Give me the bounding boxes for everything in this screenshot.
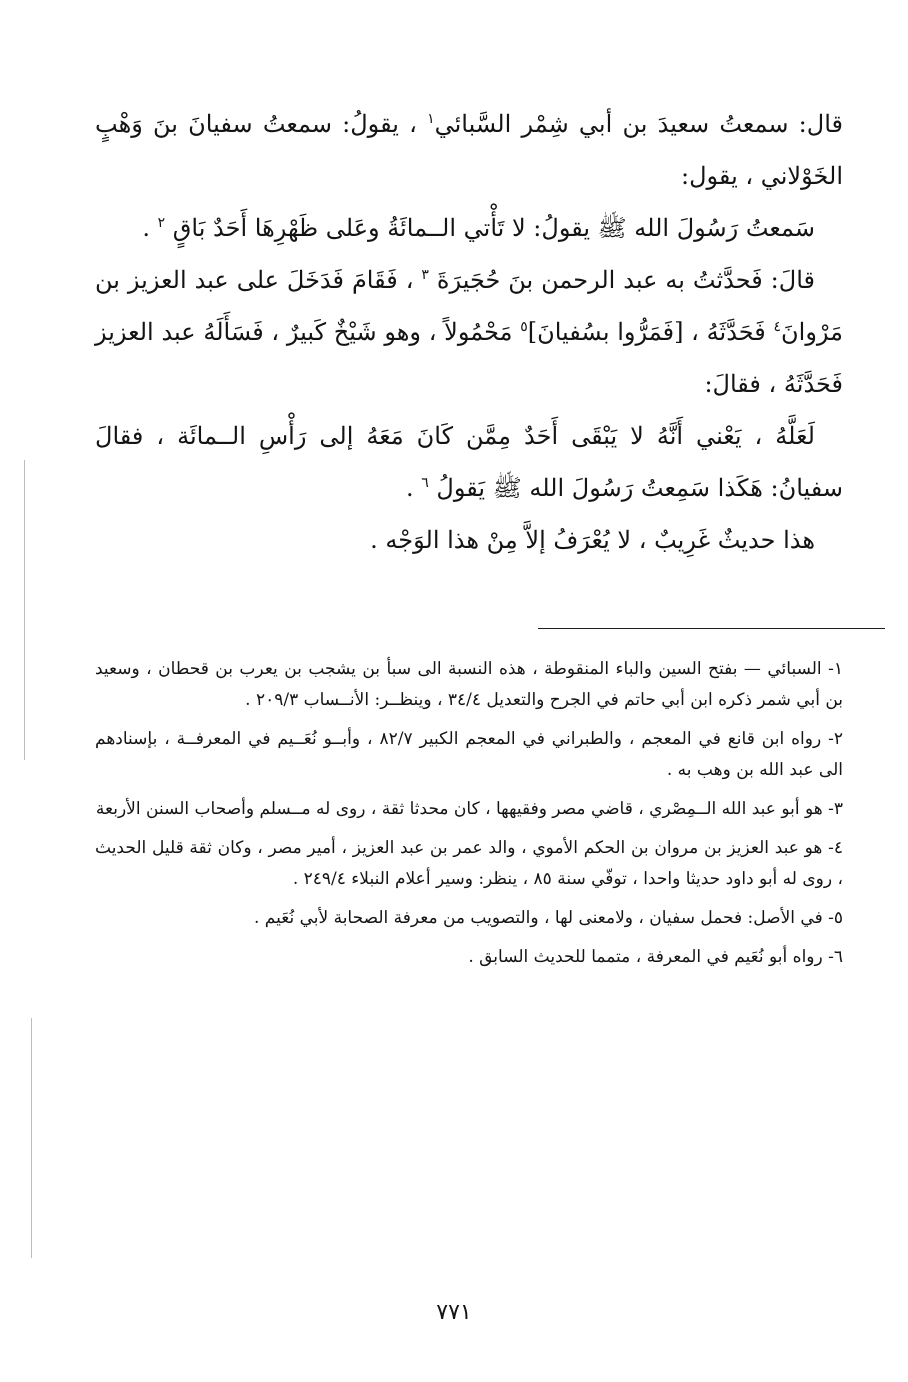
scan-margin-line [31,1018,32,1258]
paragraph-text: مَحْمُولاً ، وهو شَيْخٌ كَبيرٌ ، فَسَأَلَهُ عبد العزيز فَحَدَّثَهُ ، فقالَ: [95,318,843,398]
scan-margin-line [24,460,25,760]
paragraph-text: ، يقولُ: سمعتُ سفيانَ بنَ وَهْبٍ الخَوْلاني ، يقول: [95,110,843,190]
paragraph-2-hadith [95,202,843,254]
paragraph-text: ، فَقَامَ فَدَخَلَ على عبد العزيز بن مَرْوانَ [95,266,844,346]
page-number: ٧٧١ [436,1300,472,1325]
footnote-5: ٥- في الأصل: فحمل سفيان ، ولامعنى لها ، والتصويب من معرفة الصحابة لأبي نُعَيم . [254,908,843,928]
footnote-ref: ٤ [773,319,782,335]
paragraph-text: قال: سمعتُ سعيدَ بن أبي شِمْر السَّبائي [434,110,843,138]
footnote-separator [538,628,885,629]
paragraph-text: لَعَلَّهُ ، يَعْني أَنَّهُ لا يَبْقَى أَحَدٌ مِمَّن كَانَ مَعَهُ إلى رَأْسِ الــمائَة ، فقالَ سفيانُ: هَكَذا سَمِعتُ رَسُولَ الله ﷺ يَقولُ [95,422,843,502]
footnotes [95,654,843,981]
footnote-3: ٣- هو أبو عبد الله الــمِصْري ، قاضي مصر وفقيهها ، كان محدثا ثقة ، روى له مــسلم وأصحاب السنن الأربعة [95,799,843,819]
paragraph-text: فَحَدَّثَهُ ، [فَمَرُّوا بسُفيانَ] [527,318,766,346]
paragraph-text: قالَ: فَحدَّثتُ به عبد الرحمن بنَ حُجَيرَةَ [436,266,815,294]
paragraph-1 [95,98,843,202]
paragraph-text: . [142,214,150,242]
footnote-ref: ٢ [157,215,166,231]
paragraph-text: سَمعتُ رَسُولَ الله ﷺ يقولُ: لا تَأْتي الــمائَةُ وعَلى ظَهْرِهَا أَحَدٌ بَاقٍ [172,214,815,242]
footnote-ref: ١ [427,111,435,127]
footnote-ref: ٦ [421,475,429,491]
footnote-1: ١- السبائي — بفتح السين والباء المنقوطة ، هذه النسبة الى سبأ بن يشجب بن يعرب بن قحطان ، وسعيد بن أبي شمر ذكره ابن أبي حاتم في الجرح والتعديل ٣٤/٤ ، وينظــر: الأنــساب ٢٠٩/٣ . [95,659,843,710]
paragraph-text: . [405,474,414,502]
footnote-2: ٢- رواه ابن قانع في المعجم ، والطبراني في المعجم الكبير ٨٢/٧ ، وأبــو نُعَــيم في المعرفــة ، بإسنادهم الى عبد الله بن وهب به . [95,729,844,780]
footnote-4: ٤- هو عبد العزيز بن مروان بن الحكم الأموي ، والد عمر بن عبد العزيز ، أمير مصر ، وكان ثقة قليل الحديث ، روى له أبو داود حديثا واحدا ، توفّي سنة ٨٥ ، ينظر: وسير أعلام النبلاء ٢٤٩/٤ . [95,838,843,889]
footnote-ref: ٥ [520,319,528,335]
paragraph-text: هذا حديثٌ غَرِيبٌ ، لا يُعْرَفُ إلاَّ مِنْ هذا الوَجْه . [370,526,815,554]
footnote-6: ٦- رواه أبو نُعَيم في المعرفة ، متمما للحديث السابق . [468,947,843,967]
paragraph-4 [95,410,843,514]
paragraph-3 [95,254,843,410]
paragraph-5 [95,514,843,566]
main-text [95,98,843,566]
footnote-ref: ٣ [421,267,429,283]
